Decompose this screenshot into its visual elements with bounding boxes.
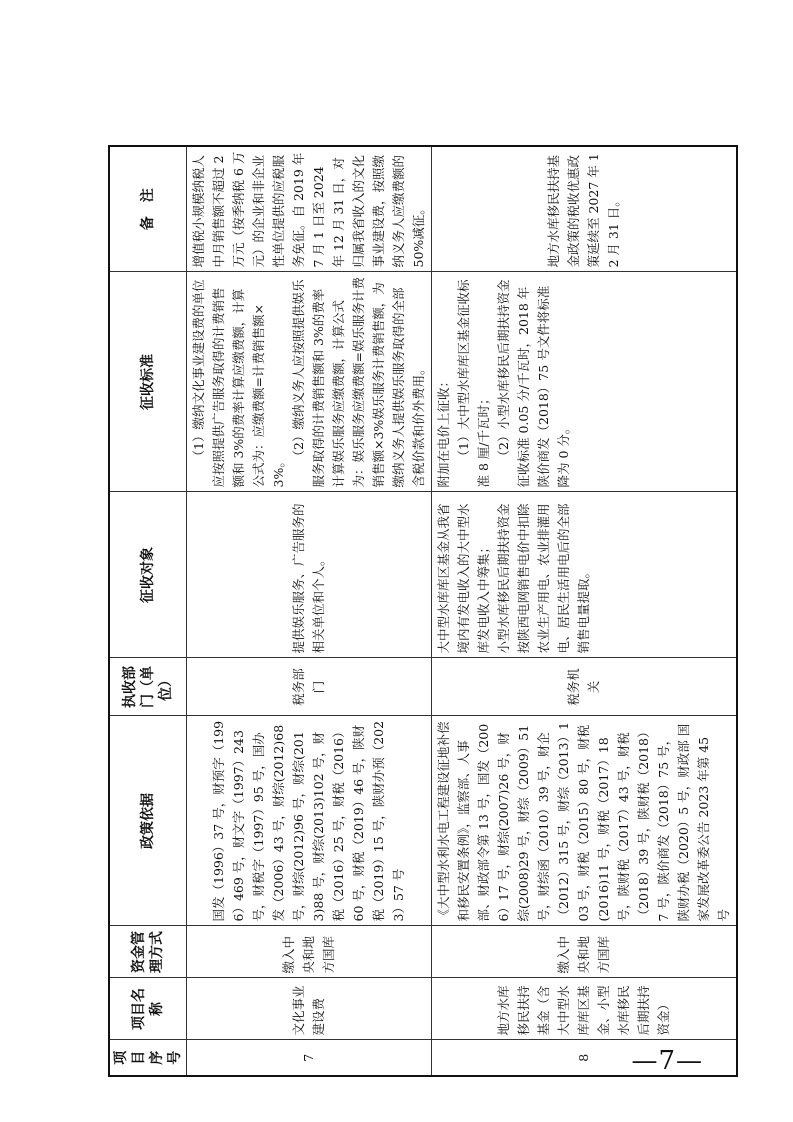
header-dept: 执收部门（单位） [109,658,187,716]
standard-paragraph: （1）缴纳文化事业建设费的单位应按照提供广告服务取得的计费销售额和 3%的费率计算应缴费额，计算公式为：应缴费额=计费销售额×3%。 [191,279,286,488]
header-mgmt: 资金管理方式 [109,926,187,978]
header-note: 备 注 [109,146,187,272]
standard-paragraph: （2）小型水库移民后期扶持资金征收标准 0.05 分/千瓦时，2018 年陕价商发（2018）75 号文件将标准降为 0 分。 [496,279,571,488]
rotated-table-container [108,147,731,1077]
row-seq: 7 [187,1040,432,1076]
row-basis: 《大中型水利水电工程建设征地补偿和移民安置条例》，监察部、人事部、财政部令第 13 号，国发（2006）17 号，财综(2007)26 号，财综(2008)29 号，财综（2009）51 号，财综函（2010）39 号，财企（2012）315 号，财综（2013）103 号，财税（2015）80 号，财税(2016)11 号，财税（2017）18 号，陕财税（2017）43 号，财税（2018）39 号，陕财税（2018）7 号，陕价商发（2018）75 号，陕财办税（2020）5 号，财政部 国家发展改革委公告 2023 年第 45 号 [432,716,738,926]
row-name: 地方水库移民扶持基金（含大中型水库库区基金、小型水库移民后期扶持资金） [432,978,738,1040]
row-object: 提供娱乐服务、广告服务的相关单位和个人。 [187,492,432,658]
row-object [432,492,738,658]
table-row [187,146,432,1076]
row-name: 文化事业建设费 [187,978,432,1040]
standard-paragraph: （2）缴纳义务人应按照提供娱乐服务取得的计费销售额和 3%的费率计算娱乐服务应缴费额，计算公式为：娱乐服务应缴费额=娱乐服务计费销售额×3%娱乐服务计费销售额，为缴纳义务人提供娱乐服务取得的全部含税价款和价外费用。 [291,277,426,488]
header-name: 项目名称 [109,978,187,1040]
fee-table [108,145,738,1077]
row-basis: 国发（1996）37 号，财预字（1996）469 号，财文字（1997）243 号，财税字（1997）95 号，国办发（2006）43 号，财综(2012)68 号，财综(2012)96 号，财综(2013)88 号，财综(2013)102 号，财税（2016）25 号，财税（2016）60 号，财税（2019）46 号，陕财税（2019）15 号，陕财办预（2023）57 号 [187,716,432,926]
row-standard [432,272,738,492]
row-standard [187,272,432,492]
header-standard: 征收标准 [109,272,187,492]
object-paragraph: 小型水库移民后期扶持资金按陕西电网销售电价中扣除农业生产用电、农业排灌用电、居民生活用电后的全部销售电量提取。 [496,503,591,654]
row-note: 地方水库移民扶持基金政策的税收优惠政策延续至 2027 年 12 月 31 日。 [432,146,738,272]
standard-paragraph: （1）大中型水库库区基金征收标准 8 厘/千瓦时； [456,279,491,488]
object-paragraph: 大中型水库库区基金从我省境内有发电收入的大中型水库发电收入中筹集； [436,503,491,654]
header-basis: 政策依据 [109,716,187,926]
table-row [432,146,738,1076]
header-seq: 项目序号 [109,1040,187,1076]
row-mgmt: 缴入中央和地方国库 [187,926,432,978]
header-row [109,146,187,1076]
row-dept: 税务机关 [432,658,738,716]
standard-paragraph: 附加在电价上征收： [436,374,451,488]
row-mgmt: 缴入中央和地方国库 [432,926,738,978]
row-dept: 税务部门 [187,658,432,716]
row-note: 增值税小规模纳税人中月销售额不超过 2 万元（按季纳税 6 万元）的企业和非企业性单位提供的应税服务免征。自 2019 年 7 月 1 日至 2024 年 12 月 31 日，对归属我省收入的文化事业建设费，按照缴纳义务人应缴费额的 50%减征。 [187,146,432,272]
row-seq: 8 [432,1040,738,1076]
header-object: 征收对象 [109,492,187,658]
page-number: —7— [631,1046,703,1076]
